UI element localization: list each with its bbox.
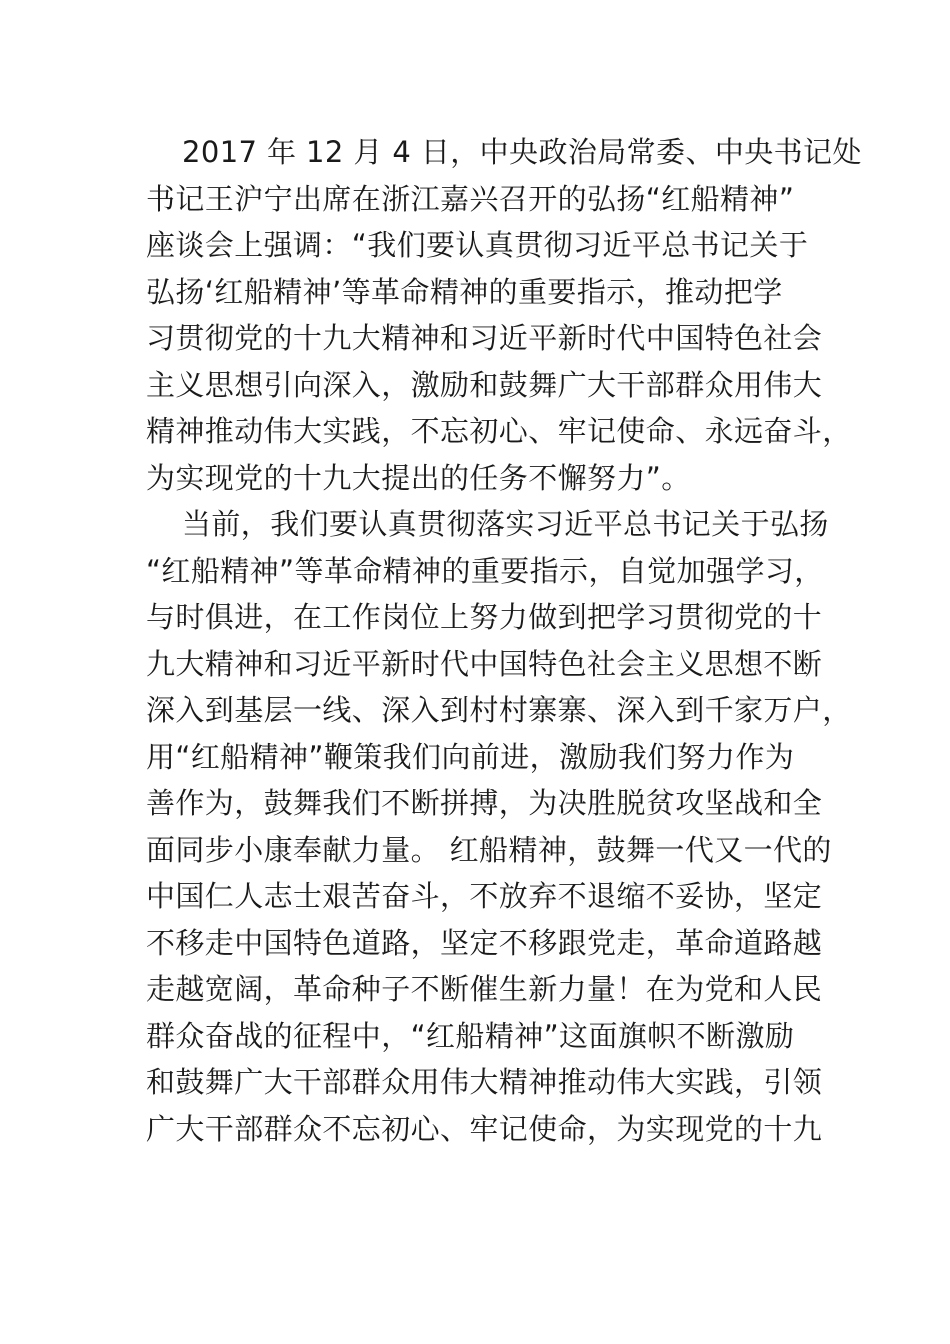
text-line: 2017 年 12 月 4 日，中央政治局常委、中央书记处 bbox=[182, 135, 862, 169]
text-line: 书记王沪宁出席在浙江嘉兴召开的弘扬“红船精神” bbox=[146, 181, 795, 216]
text-line: 主义思想引向深入，激励和鼓舞广大干部群众用伟大 bbox=[146, 367, 823, 402]
text-line: 精神推动伟大实践，不忘初心、牢记使命、永远奋斗， bbox=[146, 414, 852, 448]
text-line: “红船精神”等革命精神的重要指示，自觉加强学习， bbox=[146, 553, 824, 588]
paragraph-1 bbox=[146, 129, 862, 501]
text-line: 与时俱进，在工作岗位上努力做到把学习贯彻党的十 bbox=[146, 600, 823, 634]
text-line: 不移走中国特色道路，坚定不移跟党走，革命道路越 bbox=[146, 925, 823, 960]
text-line: 善作为，鼓舞我们不断拼搏，为决胜脱贫攻坚战和全 bbox=[146, 786, 823, 820]
text-line: 座谈会上强调：“我们要认真贯彻习近平总书记关于 bbox=[146, 228, 809, 262]
body-text bbox=[146, 129, 862, 1152]
text-line: 当前，我们要认真贯彻落实习近平总书记关于弘扬 bbox=[182, 507, 829, 541]
text-line: 习贯彻党的十九大精神和习近平新时代中国特色社会 bbox=[146, 321, 823, 355]
text-line: 为实现党的十九大提出的任务不懈努力”。 bbox=[146, 460, 691, 495]
text-line: 群众奋战的征程中，“红船精神”这面旗帜不断激励 bbox=[146, 1018, 795, 1053]
text-line: 走越宽阔，革命种子不断催生新力量！在为党和人民 bbox=[146, 972, 823, 1006]
text-line: 中国仁人志士艰苦奋斗，不放弃不退缩不妥协，坚定 bbox=[146, 879, 823, 913]
text-line: 用“红船精神”鞭策我们向前进，激励我们努力作为 bbox=[146, 739, 795, 774]
text-line: 九大精神和习近平新时代中国特色社会主义思想不断 bbox=[146, 646, 823, 681]
text-line: 和鼓舞广大干部群众用伟大精神推动伟大实践，引领 bbox=[146, 1065, 823, 1099]
text-line: 深入到基层一线、深入到村村寨寨、深入到千家万户， bbox=[146, 693, 852, 727]
paragraph-2 bbox=[146, 501, 852, 1152]
text-line: 面同步小康奉献力量。 红船精神，鼓舞一代又一代的 bbox=[146, 832, 832, 867]
text-line: 广大干部群众不忘初心、牢记使命，为实现党的十九 bbox=[146, 1111, 823, 1146]
text-line: 弘扬‘红船精神’等革命精神的重要指示，推动把学 bbox=[146, 274, 783, 309]
